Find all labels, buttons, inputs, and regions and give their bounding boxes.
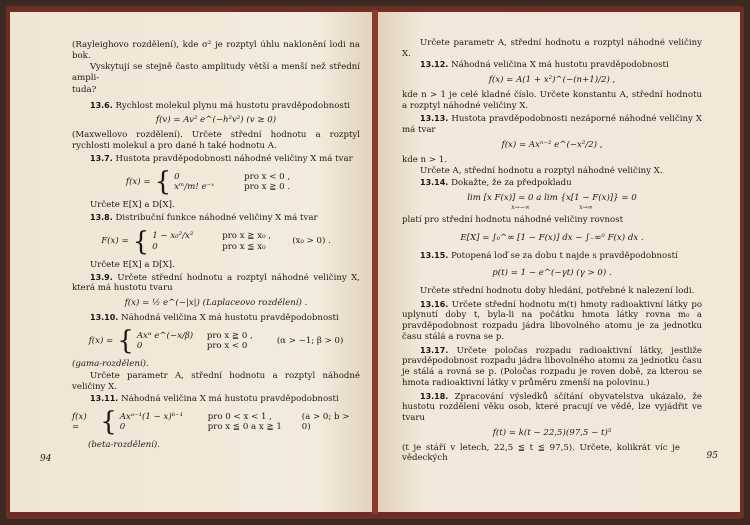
equation-lhs: f(x) =	[125, 176, 151, 187]
problem-number: 13.12.	[420, 60, 449, 70]
case-expr: Axᵃ⁻¹(1 − x)ᵇ⁻¹	[119, 411, 184, 422]
problem-number: 13.13.	[420, 114, 449, 124]
equation: f(x) = Axⁿ⁻² e^(−x²/2) ,	[501, 139, 603, 150]
text-line: (Rayleighovo rozdělení), kde σ² je rozptyl úhlu naklonění lodi na bok.	[72, 40, 360, 61]
problem-13-15	[402, 251, 702, 262]
case-expr: 1 − x₀²/x²	[152, 231, 194, 242]
piecewise-equation	[72, 326, 360, 357]
equation: f(t) = k(t − 22,5)(97,5 − t)⁵	[492, 427, 612, 438]
equation-lhs: f(x) =	[72, 411, 87, 433]
problem-number: 13.14.	[420, 178, 449, 188]
problem-text: Hustota pravděpodobnosti náhodné veličiny X má tvar	[115, 153, 353, 164]
problem-number: 13.8.	[90, 213, 113, 223]
problem-number: 13.18.	[420, 391, 449, 401]
problem-text: Rychlost molekul plynu má hustotu pravděpodobnosti	[115, 100, 351, 111]
case-row	[120, 412, 294, 423]
brace-symbol: {	[100, 407, 117, 438]
problem-text: Náhodná veličina X má hustotu pravděpodobnosti	[121, 312, 339, 323]
problem-text: platí pro střední hodnotu náhodné veličiny rovnost	[402, 215, 624, 226]
equation: p(t) = 1 − e^(−γt) (γ > 0) .	[492, 268, 612, 279]
case-row	[137, 341, 269, 352]
right-page	[378, 12, 740, 512]
piecewise-equation	[72, 226, 360, 257]
case-cond: pro x ≦ x₀	[222, 241, 266, 252]
problem-text: Určete střední hodnotu a rozptyl náhodné veličiny X, která má hustotu tvaru	[72, 272, 360, 294]
piecewise-equation	[72, 167, 360, 198]
problem-13-8	[72, 213, 360, 224]
problem-text: kde n > 1 je celé kladné číslo. Určete konstantu A, střední hodnotu a rozptyl náhodné veličiny X.	[402, 89, 702, 111]
case-expr: 0	[152, 241, 158, 252]
problem-text: (gama-rozdělení).	[72, 359, 149, 370]
problem-text: Hustota pravděpodobnosti nezáporné náhodné veličiny X má tvar	[402, 114, 702, 136]
problem-13-17	[402, 346, 702, 389]
problem-13-13	[402, 114, 702, 135]
left-page	[10, 12, 372, 512]
case-row	[152, 242, 284, 253]
case-row	[174, 182, 306, 193]
case-expr: 0	[174, 171, 180, 182]
problem-text: Potopená loď se za dobu t najde s pravděpodobností	[451, 250, 678, 261]
problem-text: Náhodná veličina X má hustotu pravděpodobnosti	[451, 60, 669, 71]
case-cond: pro x ≧ 0 .	[244, 182, 291, 193]
problem-13-14	[402, 178, 702, 189]
problem-number: 13.17.	[420, 345, 449, 355]
problem-text: (beta-rozdělení).	[88, 440, 161, 451]
problem-text: Určete E[X] a D[X].	[90, 200, 175, 211]
problem-text: Určete E[X] a D[X].	[90, 259, 175, 270]
problem-number: 13.7.	[90, 153, 113, 163]
problem-text: Určete poločas rozpadu radioaktivní látky, jestliže pravděpodobnost rozpadu jádra libovolného atomu za jednotku času je stálá a rovná se p. (Poločas rozpadu je roven době, za kterou se hmota radioaktivní látky v průměru zmenší na polovinu.)	[402, 345, 703, 388]
problem-text: Dokažte, že za předpokladu	[451, 178, 572, 189]
case-note: (x₀ > 0) .	[292, 236, 331, 247]
text-line: Určete parametr A, střední hodnotu a rozptyl náhodné veličiny X.	[402, 38, 702, 59]
case-cond: pro x ≦ 0 a x ≧ 1	[207, 422, 282, 433]
equation-lhs: f(x) =	[88, 336, 114, 347]
case-expr: 0	[119, 422, 126, 433]
problem-number: 13.16.	[420, 299, 449, 309]
case-cond: pro x < 0	[206, 341, 248, 352]
problem-text: Určete střední hodnotu m(t) hmoty radioaktivní látky po uplynutí doby t, byla-li na počátku hmota látky rovna m₀ a pravděpodobnost rozpadu jádra libovolného atomu je za jednotku času stálá a rovna se p.	[402, 299, 702, 342]
problem-13-7	[72, 154, 360, 165]
problem-text: Zpracování výsledků sčítání obyvatelstva ukázalo, že hustotu rozdělení věku osob, které pracují ve vědě, lze vyjádřit ve tvaru	[402, 391, 702, 424]
book-spread	[6, 6, 744, 519]
problem-text: (Maxwellovo rozdělení). Určete střední hodnotu a rozptyl rychlosti molekul a pro dané h také hodnotu A.	[72, 130, 360, 151]
piecewise-equation	[72, 407, 360, 438]
problem-text: kde n > 1.	[402, 154, 447, 165]
case-row	[174, 172, 306, 183]
problem-number: 13.15.	[420, 250, 449, 260]
problem-text: Distribuční funkce náhodné veličiny X má tvar	[115, 213, 318, 224]
case-cond: pro x ≧ x₀ ,	[222, 231, 271, 242]
problem-text: Náhodná veličina X má hustotu pravděpodobnosti	[121, 393, 339, 404]
problem-13-6	[72, 101, 360, 112]
problem-13-11	[72, 394, 360, 405]
problem-13-10	[72, 313, 360, 324]
case-cond: pro x ≧ 0 ,	[206, 330, 253, 341]
problem-13-16	[402, 300, 702, 343]
problem-text: Určete parametr A, střední hodnotu a rozptyl náhodné veličiny X.	[72, 371, 360, 392]
problem-13-12	[402, 60, 702, 71]
equation: E[X] = ∫₀^∞ [1 − F(x)] dx − ∫₋∞⁰ F(x) dx .	[460, 232, 644, 243]
case-row	[152, 231, 284, 242]
problem-text: (t je stáří v letech, 22,5 ≦ t ≦ 97,5). Určete, kolikrát víc je vědeckých	[402, 442, 680, 464]
right-page-content	[402, 38, 702, 465]
problem-number: 13.9.	[90, 272, 113, 282]
left-page-content	[72, 40, 360, 452]
equation: f(v) = Av² e^(−h²v²) (v ≥ 0)	[155, 115, 277, 126]
problem-number: 13.11.	[90, 393, 119, 403]
equation-subscript: x→−∞ x→∞	[511, 203, 593, 211]
problem-number: 13.6.	[90, 100, 113, 110]
case-row	[120, 422, 294, 433]
brace-symbol: {	[132, 226, 150, 257]
case-note: (α > −1; β > 0)	[276, 336, 344, 347]
text-line: tuda?	[72, 84, 97, 95]
equation: lim [x F(x)] = 0 a lim {x[1 − F(x)]} = 0	[467, 192, 637, 203]
equation: f(x) = ½ e^(−|x|) (Laplaceovo rozdělení) .	[124, 298, 308, 309]
problem-13-9	[72, 273, 360, 294]
brace-symbol: {	[117, 326, 134, 357]
brace-symbol: {	[154, 167, 172, 198]
case-expr: Axᵅ e^(−x/β)	[136, 330, 194, 341]
problem-text: Určete A, střední hodnotu a rozptyl náhodné veličiny X.	[420, 166, 663, 177]
case-note: (a > 0; b > 0)	[301, 411, 350, 433]
page-number: 94	[40, 454, 52, 464]
text-line: Vyskytují se stejně často amplitudy větší a menší než střední ampli-	[72, 62, 360, 84]
case-row	[137, 331, 269, 342]
problem-13-18	[402, 392, 702, 424]
page-number: 95	[706, 451, 718, 461]
case-cond: pro x < 0 ,	[244, 171, 291, 182]
case-expr: xᵐ/m! e⁻ˣ	[174, 182, 215, 193]
problem-text: Určete střední hodnotu doby hledání, potřebné k nalezení lodi.	[420, 285, 695, 296]
problem-number: 13.10.	[90, 312, 119, 322]
equation: f(x) = A(1 + x²)^(−(n+1)/2) ,	[488, 75, 616, 86]
equation-lhs: F(x) =	[101, 236, 129, 247]
case-cond: pro 0 < x < 1 ,	[207, 411, 272, 422]
case-expr: 0	[136, 341, 143, 352]
